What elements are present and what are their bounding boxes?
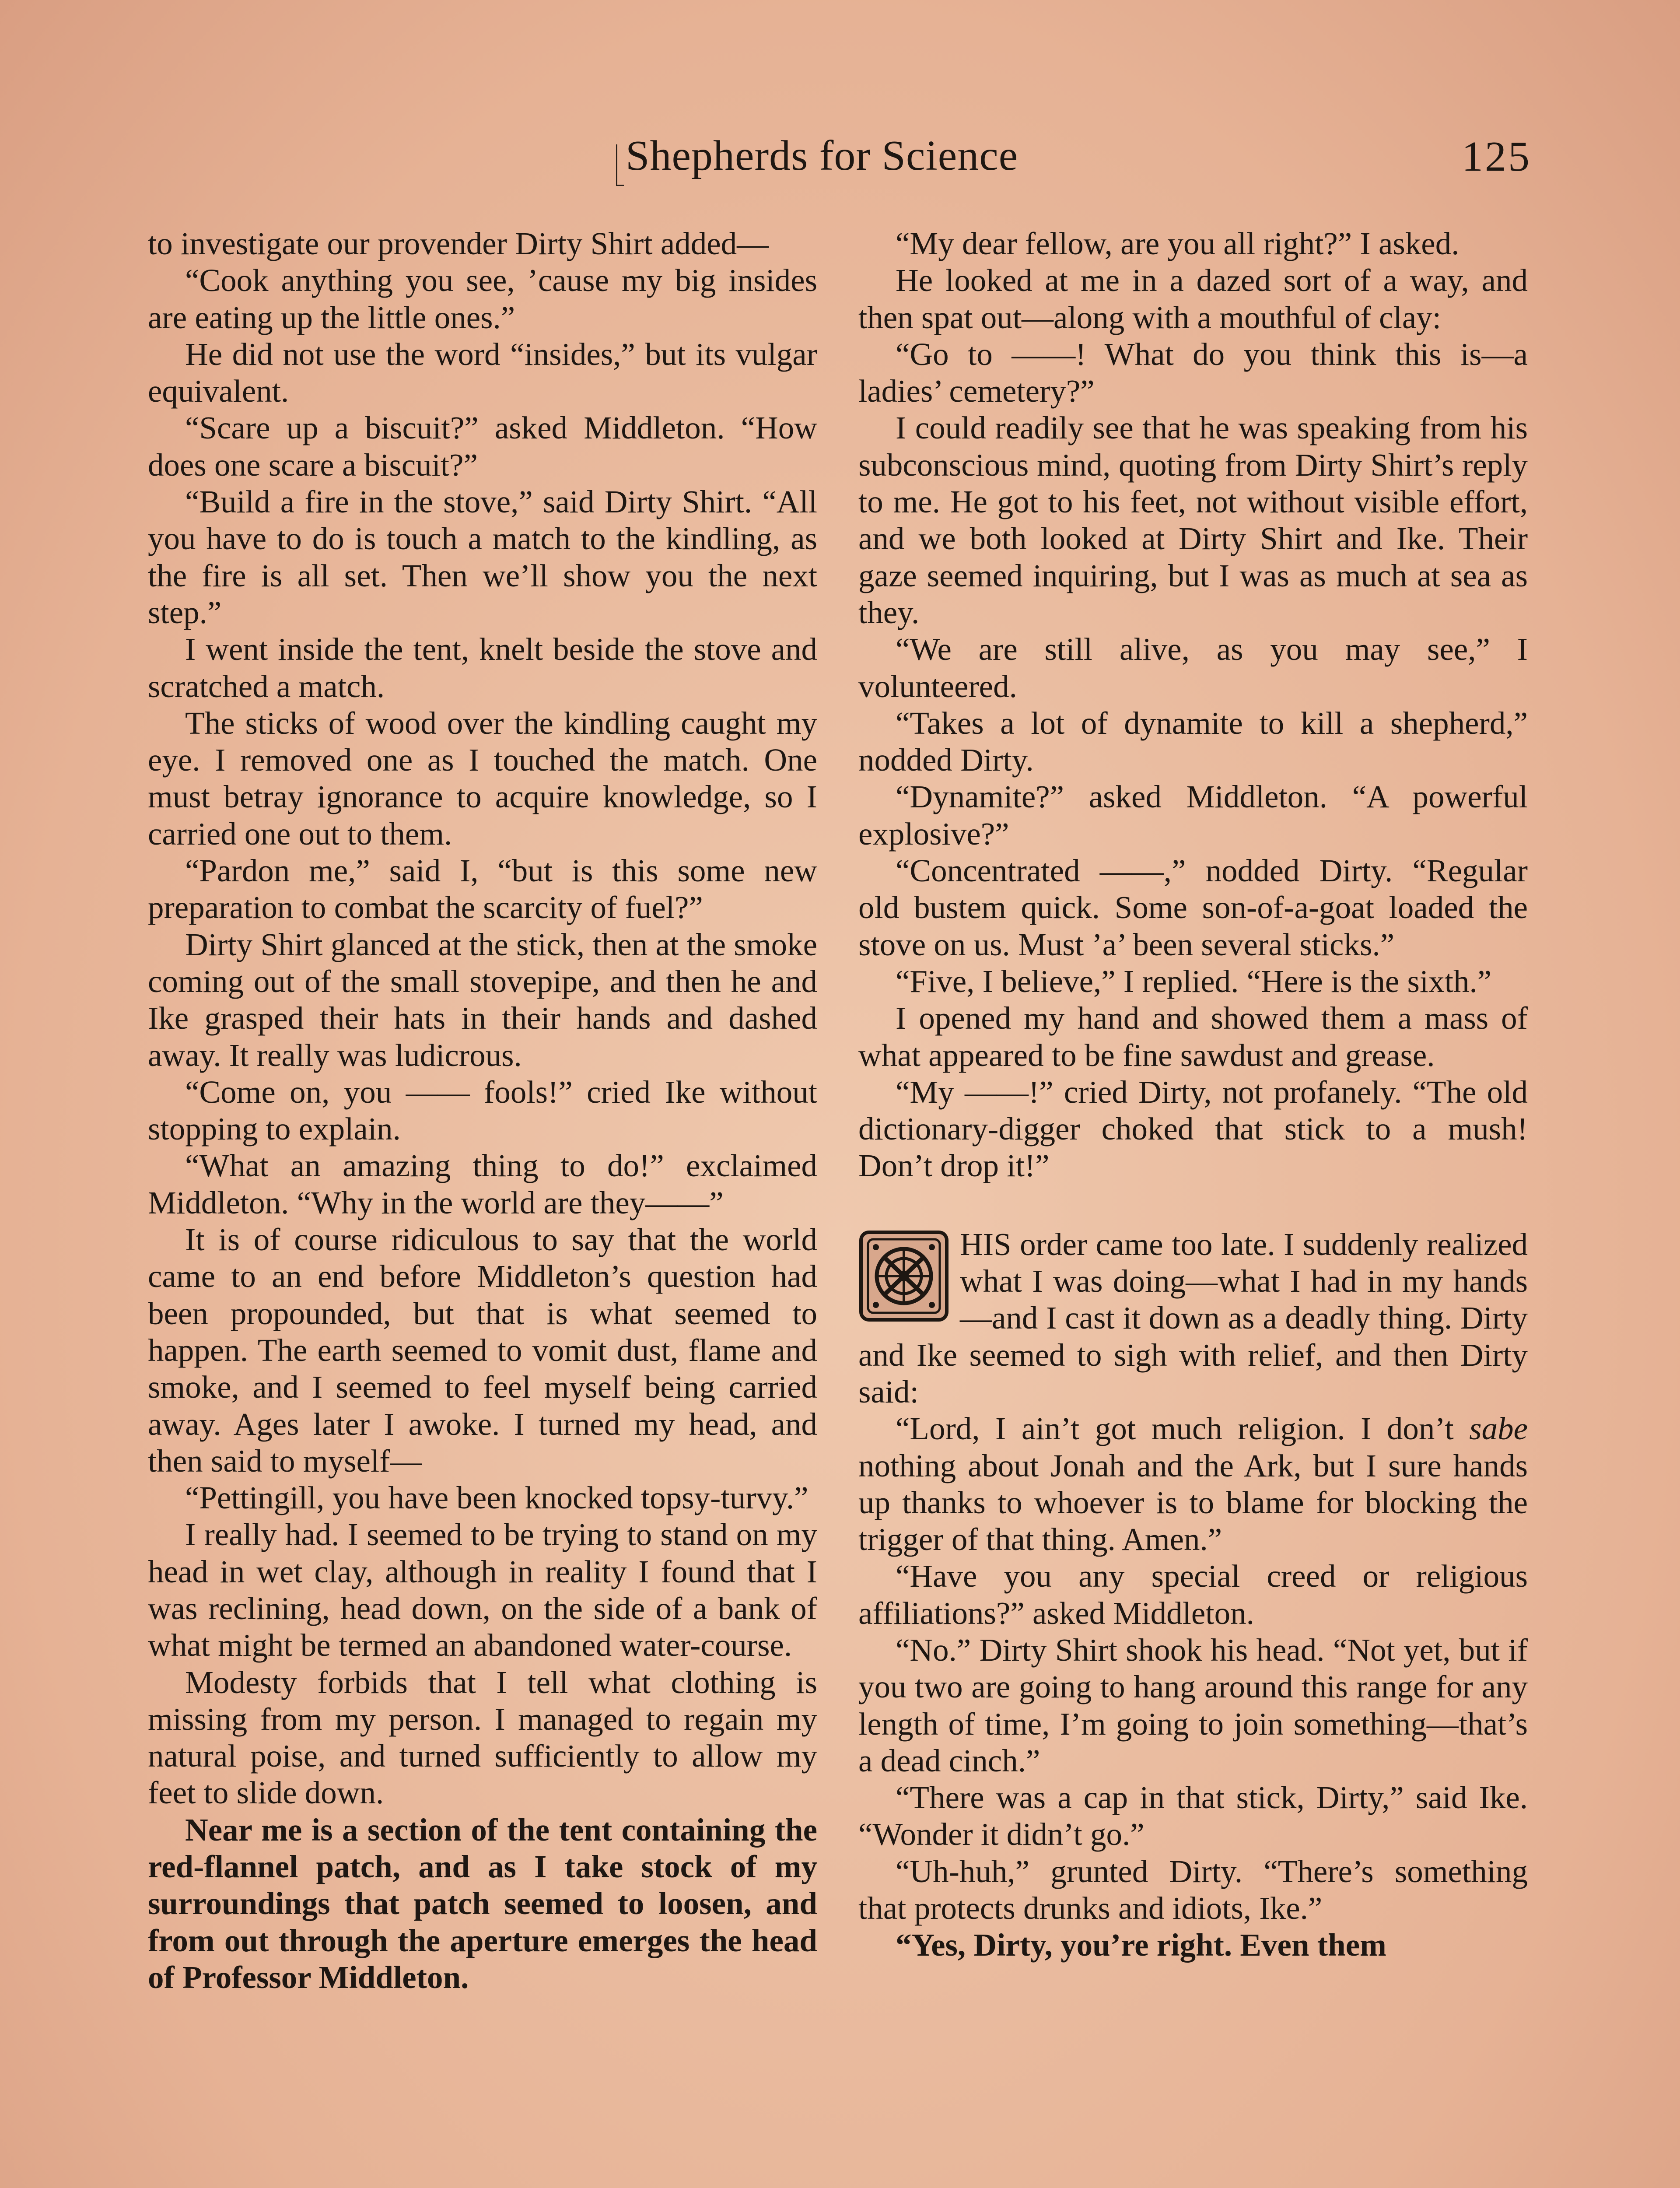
paragraph: “Go to ——! What do you think this is—a ladies’ cemetery?” bbox=[858, 336, 1528, 409]
paragraph: “Come on, you —— fools!” cried Ike without stopping to explain. bbox=[148, 1074, 817, 1147]
left-text-column bbox=[148, 225, 817, 1996]
paragraph: I opened my hand and showed them a mass of what appeared to be fine sawdust and grease. bbox=[858, 1000, 1528, 1073]
page-header bbox=[144, 131, 1540, 188]
text-run: nothing about Jonah and the Ark, but I sure hands up thanks to whoever is to blame for blocking the trigger of that thing. Amen.” bbox=[858, 1448, 1528, 1557]
paragraph: “Pardon me,” said I, “but is this some new preparation to combat the scarcity of fuel?” bbox=[148, 853, 817, 926]
paragraph: I went inside the tent, knelt beside the stove and scratched a match. bbox=[148, 631, 817, 704]
paragraph: Modesty forbids that I tell what clothing is missing from my person. I managed to regain my natural poise, and turned sufficiently to allow my feet to slide down. bbox=[148, 1664, 817, 1811]
paragraph: Dirty Shirt glanced at the stick, then at the smoke coming out of the small stovepipe, and then he and Ike grasped their hats in their hands and dashed away. It really was ludicrous. bbox=[148, 926, 817, 1073]
paragraph: “Yes, Dirty, you’re right. Even them bbox=[896, 1927, 1386, 1963]
paragraph: “What an amazing thing to do!” exclaimed Middleton. “Why in the world are they——” bbox=[148, 1148, 817, 1220]
paragraph: He looked at me in a dazed sort of a way, and then spat out—along with a mouthful of clay: bbox=[858, 263, 1528, 335]
paragraph: “Pettingill, you have been knocked topsy-turvy.” bbox=[185, 1480, 808, 1516]
paragraph: The sticks of wood over the kindling caught my eye. I removed one as I touched the match. One must betray ignorance to acquire knowledge, so I carried one out to them. bbox=[148, 705, 817, 852]
paragraph: Near me is a section of the tent containing the red-flannel patch, and as I take stock of my surroundings that patch seemed to loosen, and from out through the aperture emerges the head of Professor Middleton. bbox=[148, 1812, 817, 1995]
paragraph: I could readily see that he was speaking from his subconscious mind, quoting from Dirty Shirt’s reply to me. He got to his feet, not without visible effort, and we both looked at Dirty Shirt and Ike. Their gaze seemed inquiring, but I was as much at sea as they. bbox=[858, 410, 1528, 630]
right-text-column bbox=[858, 225, 1528, 1964]
page-number: 125 bbox=[1462, 133, 1531, 180]
text-run: “Lord, I ain’t got much religion. I don’t bbox=[896, 1411, 1470, 1447]
paragraph: “We are still alive, as you may see,” I volunteered. bbox=[858, 631, 1528, 704]
paragraph: I really had. I seemed to be trying to stand on my head in wet clay, although in reality I found that I was reclining, head down, on the side of a bank of what might be termed an abandoned water-course. bbox=[148, 1517, 817, 1663]
paragraph: “Concentrated ——,” nodded Dirty. “Regular old bustem quick. Some son-of-a-goat loaded the stove on us. Must ’a’ been several sticks.” bbox=[858, 853, 1528, 962]
paragraph: He did not use the word “insides,” but its vulgar equivalent. bbox=[148, 336, 817, 409]
paragraph: “Dynamite?” asked Middleton. “A powerful explosive?” bbox=[858, 779, 1528, 852]
paragraph-with-italic bbox=[858, 1410, 1528, 1558]
paragraph: “Cook anything you see, ’cause my big insides are eating up the little ones.” bbox=[148, 263, 817, 335]
paragraph: It is of course ridiculous to say that the world came to an end before Middleton’s question had been propounded, but that is what seemed to happen. The earth seemed to vomit dust, flame and smoke, and I seemed to feel myself being carried away. Ages later I awoke. I turned my head, and then said to myself— bbox=[148, 1222, 817, 1479]
paragraph: “My ——!” cried Dirty, not profanely. “The old dictionary-digger choked that stick to a mush! Don’t drop it!” bbox=[858, 1074, 1528, 1184]
paragraph: “Build a fire in the stove,” said Dirty Shirt. “All you have to do is touch a match to the kindling, as the fire is all set. Then we’ll show you the next step.” bbox=[148, 484, 817, 630]
paragraph: “My dear fellow, are you all right?” I asked. bbox=[896, 226, 1460, 261]
paragraph: “Uh-huh,” grunted Dirty. “There’s something that protects drunks and idiots, Ike.” bbox=[858, 1853, 1528, 1926]
paragraph: “No.” Dirty Shirt shook his head. “Not yet, but if you two are going to hang around this range for any length of time, I’m going to join something—that’s a dead cinch.” bbox=[858, 1632, 1528, 1778]
dropcap-paragraph: HIS order came too late. I suddenly realized what I was doing—what I had in my hands—and I cast it down as a deadly thing. Dirty and Ike seemed to sigh with relief, and then Dirty said: bbox=[858, 1226, 1528, 1410]
paragraph: “Have you any special creed or religious affiliations?” asked Middleton. bbox=[858, 1558, 1528, 1631]
paragraph: “Takes a lot of dynamite to kill a shepherd,” nodded Dirty. bbox=[858, 705, 1528, 778]
running-title: Shepherds for Science bbox=[626, 132, 1018, 179]
section-break bbox=[858, 1185, 1528, 1226]
paragraph: “Five, I believe,” I replied. “Here is the sixth.” bbox=[896, 963, 1492, 999]
paragraph: to investigate our provender Dirty Shirt added— bbox=[148, 226, 769, 261]
dropcap-ornament-icon bbox=[858, 1228, 950, 1329]
paragraph: “Scare up a biscuit?” asked Middleton. “How does one scare a biscuit?” bbox=[148, 410, 817, 483]
paragraph: “There was a cap in that stick, Dirty,” said Ike. “Wonder it didn’t go.” bbox=[858, 1780, 1528, 1852]
italic-word: sabe bbox=[1469, 1411, 1528, 1447]
